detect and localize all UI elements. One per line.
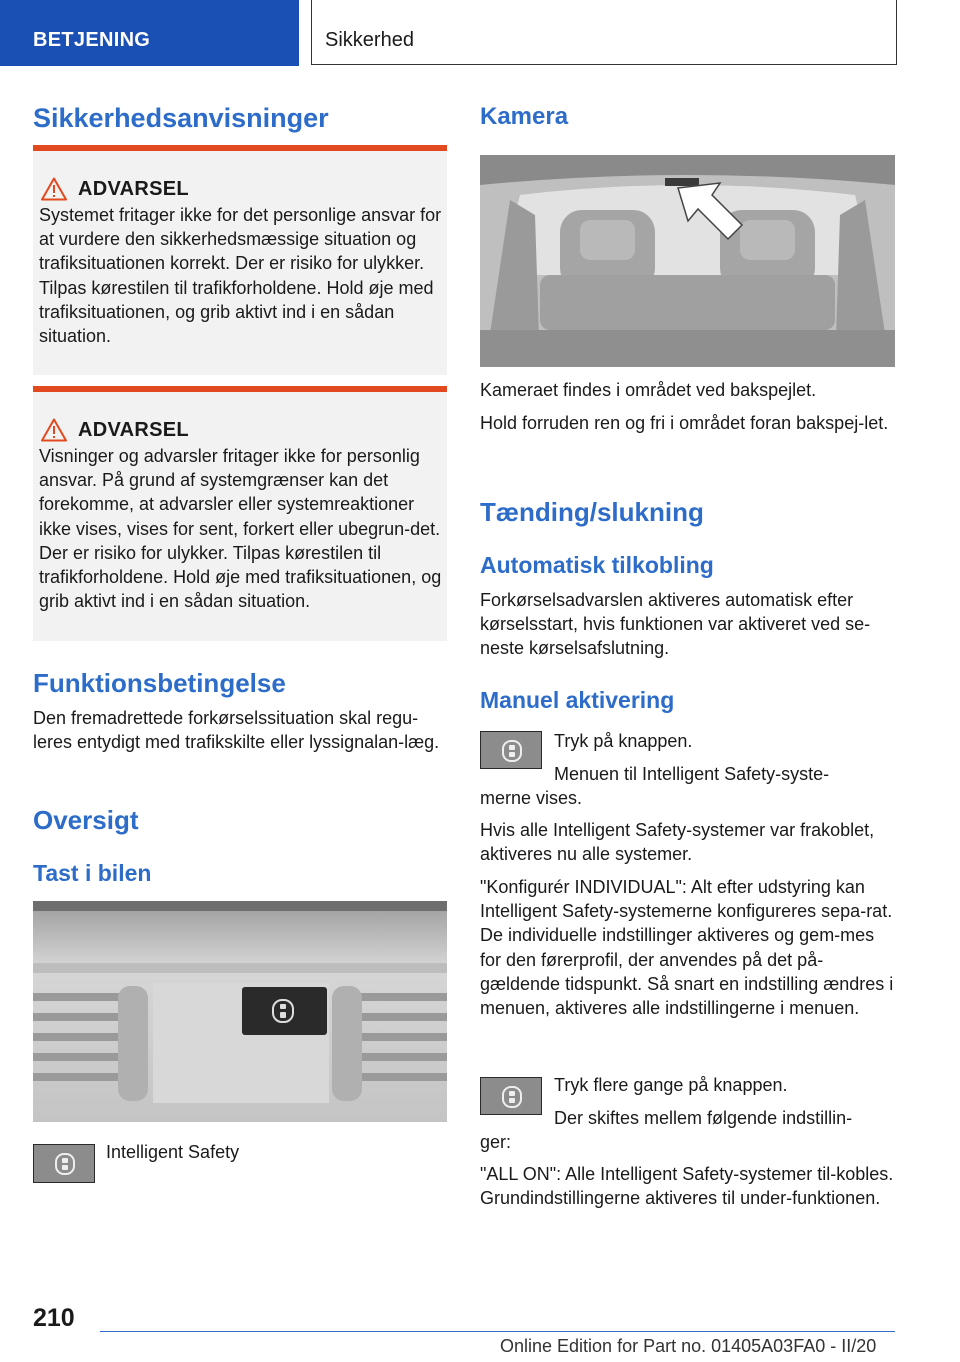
paragraph-all-on: "ALL ON": Alle Intelligent Safety-systemer til‐kobles. Grundindstillingerne aktiveres til under‐funktionen. xyxy=(480,1164,894,1209)
warning-text-2: Visninger og advarsler fritager ikke for personlig ansvar. På grund af systemgrænser kan det forekomme, at advarsler eller systemreaktioner ikke vises, vises for sent, forkert eller ubegrun‐det. Der er risiko for ulykker. Tilpas kørestilen til trafikforholdene. Hold øje med trafiksituationen, og grib aktivt ind i en sådan situation. xyxy=(39,446,442,612)
heading-manuel-aktivering: Manuel aktivering xyxy=(480,687,675,713)
heading-automatisk-tilkobling: Automatisk tilkobling xyxy=(480,552,714,578)
header-section-label: BETJENING xyxy=(33,29,151,51)
caption-intelligent-safety: Intelligent Safety xyxy=(106,1142,240,1162)
warning-box-1 xyxy=(33,145,447,375)
page-number: 210 xyxy=(33,1304,75,1332)
paragraph-konfigurer: "Konfigurér INDIVIDUAL": Alt efter udstyring kan Intelligent Safety-systemerne konfigureres sepa‐rat. De individuelle indstillinger aktiveres og gem‐mes for den førerprofil, der anvendes på det på‐gældende tidspunkt. Så snart en indstilling ændres i menuen, aktiveres alle indstillingerne i menuen. xyxy=(480,877,894,1019)
step2-line1: Tryk flere gange på knappen. xyxy=(554,1075,788,1095)
section-title-sikkerhedsanvisninger: Sikkerhedsanvisninger xyxy=(33,103,329,133)
intelligent-safety-button-icon xyxy=(33,1144,95,1183)
warning-header-2 xyxy=(41,418,189,442)
paragraph-funktionsbetingelse: Den fremadrettede forkørselssituation skal regu‐leres entydigt med trafikskilte eller lyssignalan‐læg. xyxy=(33,708,440,753)
intelligent-safety-icon xyxy=(502,740,522,762)
paragraph-kamera-2: Hold forruden ren og fri i området foran bakspej‐let. xyxy=(480,413,889,433)
step2-line2: Der skiftes mellem følgende indstillin‐ xyxy=(554,1108,853,1128)
warning-triangle-icon xyxy=(41,177,67,201)
header-chapter-tab xyxy=(311,0,897,65)
step1-line1: Tryk på knappen. xyxy=(554,731,693,751)
warning-label-2: ADVARSEL xyxy=(78,418,189,441)
footer-divider xyxy=(100,1331,895,1332)
heading-taending-slukning: Tænding/slukning xyxy=(480,497,704,527)
intelligent-safety-icon xyxy=(55,1153,75,1175)
warning-header-1 xyxy=(41,177,189,201)
heading-tast-i-bilen: Tast i bilen xyxy=(33,860,152,886)
warning-text-1: Systemet fritager ikke for det personlige ansvar for at vurdere den sikkerhedsmæssige situation og trafiksituationen korrekt. Der er risiko for ulykker. Tilpas kørestilen til trafikforholdene. Hold øje med trafiksituationen, og grib aktivt ind i en sådan situation. xyxy=(39,205,442,347)
step2-continuation: ger: xyxy=(480,1132,512,1152)
intelligent-safety-button-icon-step2 xyxy=(480,1077,542,1115)
heading-funktionsbetingelse: Funktionsbetingelse xyxy=(33,668,286,698)
heading-oversigt: Oversigt xyxy=(33,805,139,835)
dashboard-button-photo xyxy=(33,901,447,1122)
step1-continuation: merne vises. xyxy=(480,788,583,808)
paragraph-alle-systemer: Hvis alle Intelligent Safety-systemer var frakoblet, aktiveres nu alle systemer. xyxy=(480,820,875,865)
warning-label-1: ADVARSEL xyxy=(78,177,189,200)
intelligent-safety-icon xyxy=(502,1086,522,1108)
camera-interior-photo xyxy=(480,155,895,367)
warning-box-2 xyxy=(33,386,447,641)
heading-kamera: Kamera xyxy=(480,103,569,130)
intelligent-safety-button-icon-step1 xyxy=(480,731,542,769)
footer-edition: Online Edition for Part no. 01405A03FA0 - II/20 xyxy=(500,1336,877,1356)
paragraph-kamera-1: Kameraet findes i området ved bakspejlet. xyxy=(480,380,817,400)
header-chapter-label: Sikkerhed xyxy=(325,29,414,51)
header-section-tab xyxy=(0,0,299,66)
paragraph-automatisk: Forkørselsadvarslen aktiveres automatisk efter kørselsstart, hvis funktionen var aktiveret ved se‐neste kørselsafslutning. xyxy=(480,590,871,659)
warning-triangle-icon xyxy=(41,418,67,442)
step1-line2: Menuen til Intelligent Safety-syste‐ xyxy=(554,764,830,784)
